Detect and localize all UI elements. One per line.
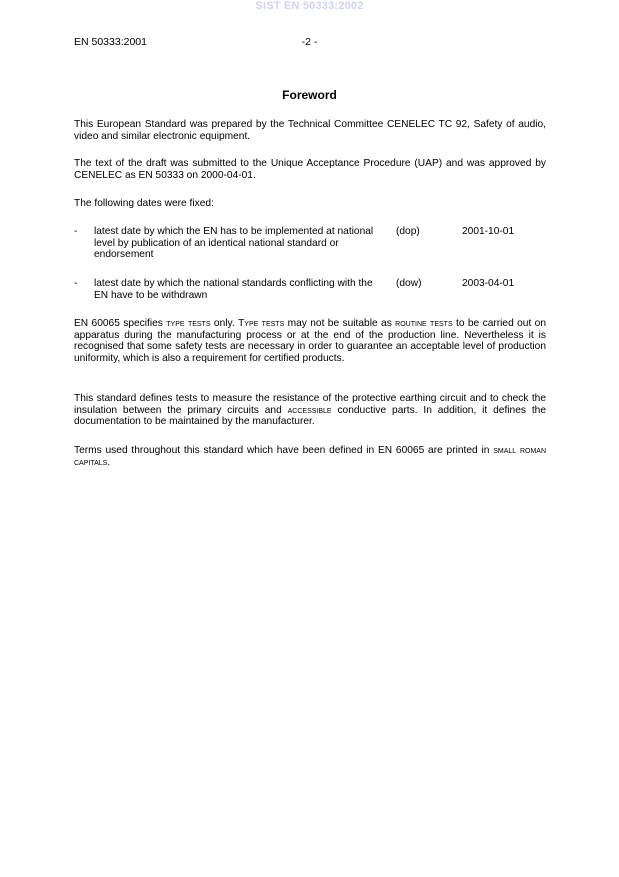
watermark: SIST EN 50333:2002 [255, 0, 364, 12]
term-small-roman-capitals: small roman capitals [74, 445, 546, 468]
term-routine-tests: routine tests [395, 318, 453, 329]
term-type-tests: Type tests [238, 318, 285, 329]
paragraph-type-tests [74, 318, 546, 364]
paragraph-tests-definition [74, 393, 546, 428]
paragraph-preparation: This European Standard was prepared by the Technical Committee CENELEC TC 92, Safety of audio, video and similar electronic equipment. [74, 119, 546, 142]
text-run: This standard defines tests to measure the resistance of the protective earthing circuit and to check the insulation between the primary circuits and [74, 393, 546, 416]
paragraph-approval: The text of the draft was submitted to the Unique Acceptance Procedure (UAP) and was approved by CENELEC as EN 50333 on 2000-04-01. [74, 158, 546, 181]
date-item-text: latest date by which the national standards conflicting with the EN have to be withdrawn [94, 278, 373, 301]
text-run: . [107, 456, 111, 468]
text-run: Terms used throughout this standard which have been defined in EN 60065 are printed in [74, 445, 494, 456]
text-run: conductive parts. In addition, it defines the documentation to be maintained by the manufacturer. [74, 404, 547, 428]
date-item-abbreviation: (dop) [396, 226, 420, 237]
term-accessible: accessible [287, 404, 332, 416]
paragraph-dates-intro: The following dates were fixed: [74, 198, 214, 209]
term-type-tests: type tests [166, 318, 211, 329]
date-item-text: latest date by which the EN has to be implemented at national level by publication of an identical national standard or endorsement [94, 226, 374, 261]
text-run: to be carried out on apparatus during the manufacturing process or at the end of the production line. Nevertheless it is recognised that some safety tests are necessary in order to guarantee an acceptable level of production uniformity, which is also a requirement for certified products. [74, 318, 547, 364]
date-item-abbreviation: (dow) [396, 278, 422, 289]
text-run: EN 60065 specifies [74, 318, 167, 329]
paragraph-terms [74, 445, 546, 468]
date-item-date: 2001-10-01 [462, 226, 515, 237]
page-title: Foreword [282, 88, 337, 102]
list-dash: - [74, 278, 78, 289]
text-run: only. [210, 318, 239, 329]
page-number: -2 - [301, 36, 318, 48]
text-run: may not be suitable as [284, 318, 396, 329]
list-dash: - [74, 226, 78, 237]
date-item-date: 2003-04-01 [462, 278, 515, 289]
document-number: EN 50333:2001 [74, 36, 147, 48]
